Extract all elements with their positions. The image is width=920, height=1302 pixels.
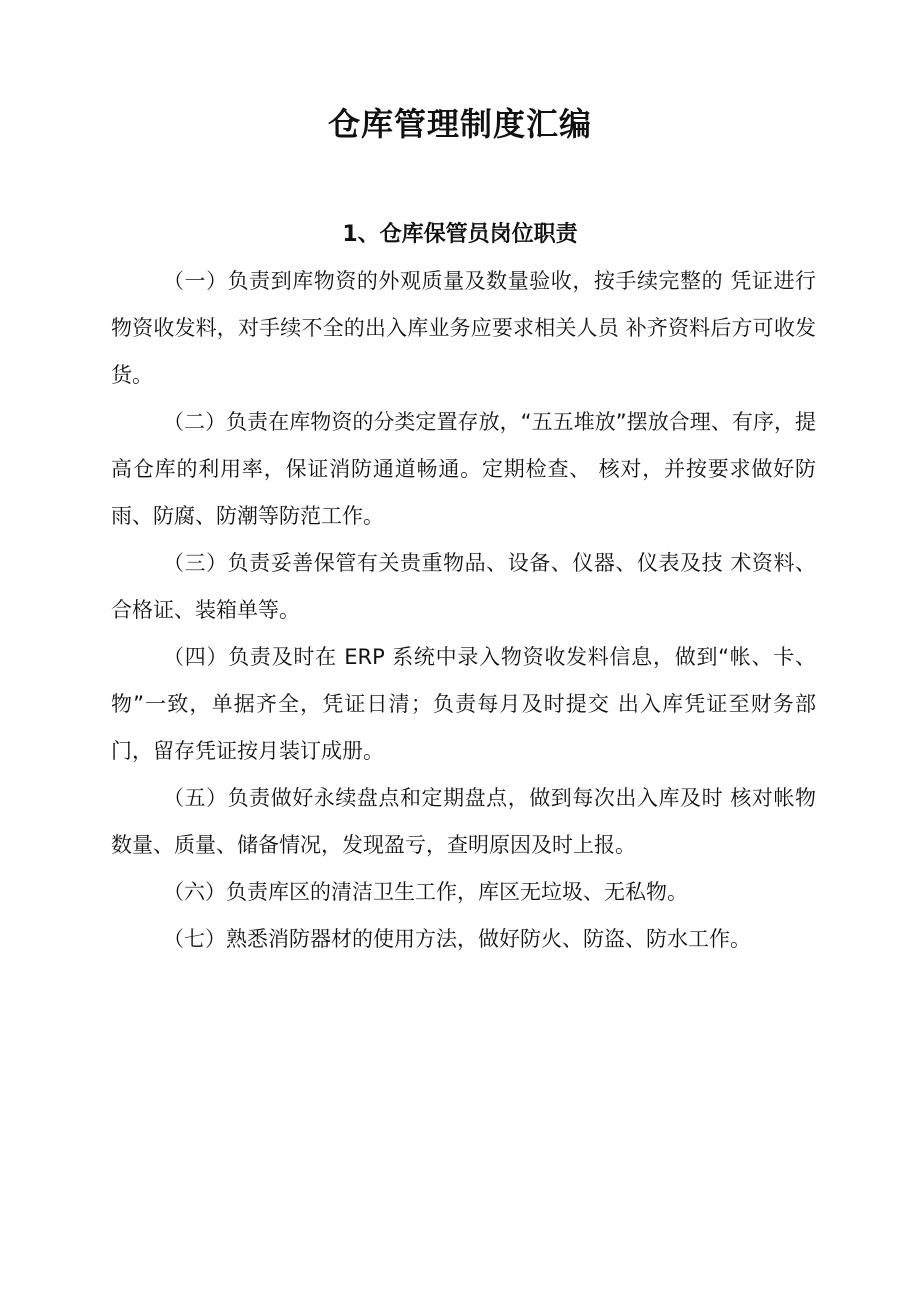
- paragraph-1: （一）负责到库物资的外观质量及数量验收，按手续完整的 凭证进行物资收发料，对手续不全的出入库业务应要求相关人员 补齐资料后方可收发货。: [111, 269, 816, 387]
- paragraph-3: （三）负责妥善保管有关贵重物品、设备、仪器、仪表及技 术资料、合格证、装箱单等。: [111, 551, 816, 622]
- section-heading: 1、仓库保管员岗位职责: [342, 222, 578, 247]
- paragraph-4: （四）负责及时在 ERP 系统中录入物资收发料信息，做到“帐、卡、物”一致，单据齐全，凭证日清；负责每月及时提交 出入库凭证至财务部门，留存凭证按月装订成册。: [111, 645, 816, 763]
- paragraph-2: （二）负责在库物资的分类定置存放，“五五堆放”摆放合理、有序，提高仓库的利用率，保证消防通道畅通。定期检查、 核对，并按要求做好防雨、防腐、防潮等防范工作。: [111, 410, 816, 528]
- paragraph-7: （七）熟悉消防器材的使用方法，做好防火、防盗、防水工作。: [163, 927, 751, 951]
- paragraph-5: （五）负责做好永续盘点和定期盘点，做到每次出入库及时 核对帐物数量、质量、储备情况，发现盈亏，查明原因及时上报。: [111, 786, 816, 857]
- paragraph-6: （六）负责库区的清洁卫生工作，库区无垃圾、无私物。: [163, 880, 688, 904]
- document-body: [111, 258, 816, 963]
- document-title: 仓库管理制度汇编: [327, 105, 592, 143]
